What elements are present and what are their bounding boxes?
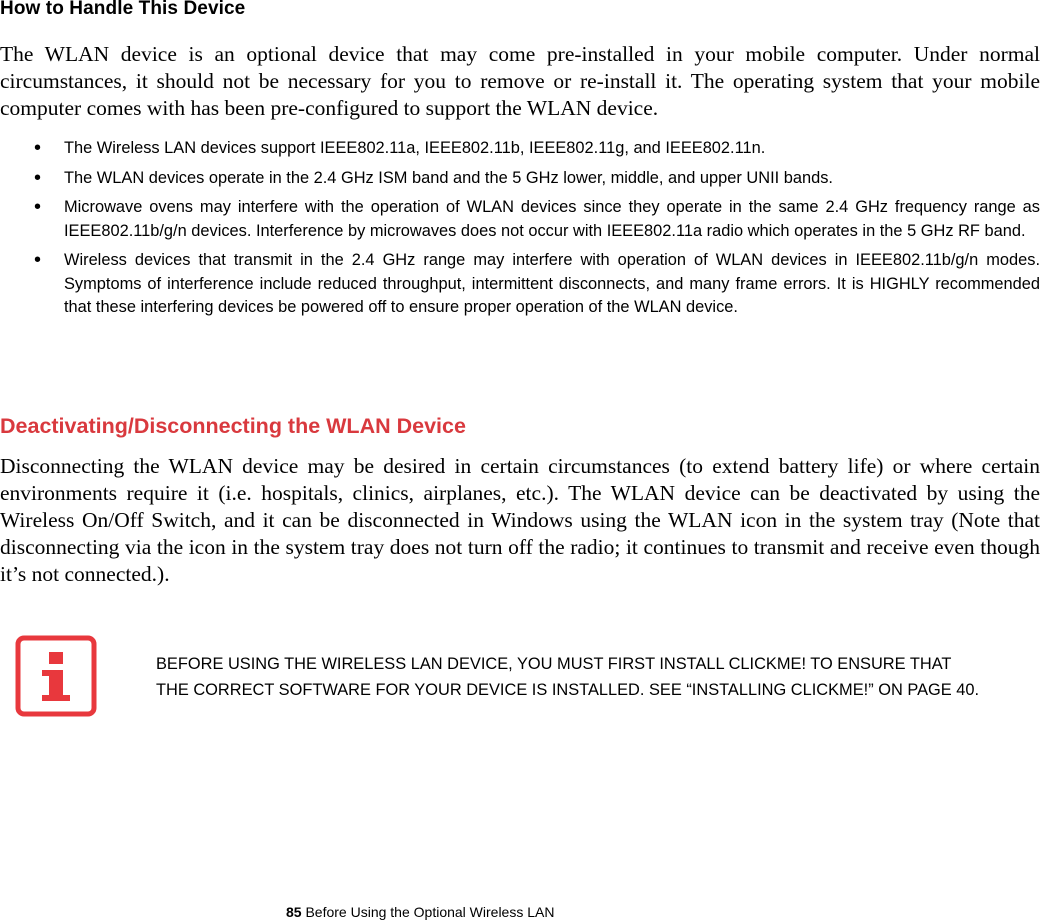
note-line-1: BEFORE USING THE WIRELESS LAN DEVICE, YOU MUST FIRST INSTALL CLICKME! TO ENSURE THAT xyxy=(156,655,952,673)
footer-title: Before Using the Optional Wireless LAN xyxy=(305,904,555,920)
bullet-list xyxy=(0,137,1040,326)
deactivate-heading: Deactivating/Disconnecting the WLAN Device xyxy=(0,414,466,438)
page-footer xyxy=(286,904,554,920)
bullet-text: The WLAN devices operate in the 2.4 GHz ISM band and the 5 GHz lower, middle, and upper UNII bands. xyxy=(64,168,833,187)
list-item xyxy=(0,196,1040,243)
list-item xyxy=(0,167,1040,191)
bullet-text: The Wireless LAN devices support IEEE802.11a, IEEE802.11b, IEEE802.11g, and IEEE802.11n. xyxy=(64,139,766,157)
install-note xyxy=(156,651,1040,703)
section-heading: How to Handle This Device xyxy=(0,0,246,19)
bullet-icon: • xyxy=(34,166,42,189)
note-line-2: THE CORRECT SOFTWARE FOR YOUR DEVICE IS INSTALLED. SEE “INSTALLING CLICKME!” ON PAGE 40. xyxy=(156,681,980,699)
bullet-icon: • xyxy=(34,249,42,271)
list-item xyxy=(0,137,1040,161)
list-item xyxy=(0,249,1040,320)
page-number: 85 xyxy=(286,904,302,920)
intro-paragraph: The WLAN device is an optional device that may come pre-installed in your mobile computer. Under normal circumstances, it should not be necessary for you to remove or re-install it. The operating system that your mobile computer comes with has been pre-configured to support the WLAN device. xyxy=(0,42,1040,120)
deactivate-paragraph: Disconnecting the WLAN device may be desired in certain circumstances (to extend battery life) or where certain environments require it (i.e. hospitals, clinics, airplanes, etc.). The WLAN device can be deactivated by using the Wireless On/Off Switch, and it can be disconnected in Windows using the WLAN icon in the system tray (Note that disconnecting via the icon in the system tray does not turn off the radio; it continues to transmit and receive even though it’s not connected.). xyxy=(0,454,1040,586)
bullet-text: Microwave ovens may interfere with the operation of WLAN devices since they operate in the same 2.4 GHz frequency range as IEEE802.11b/g/n devices. Interference by microwaves does not occur with IEEE802.11a radio which operates in the 5 GHz RF band. xyxy=(64,198,1040,240)
bullet-icon: • xyxy=(34,137,42,159)
bullet-icon: • xyxy=(34,196,42,218)
bullet-text: Wireless devices that transmit in the 2.4 GHz range may interfere with operation of WLAN devices in IEEE802.11b/g/n modes. Symptoms of interference include reduced throughput, intermittent disconnects, and many frame errors. It is HIGHLY recommended that these interfering devices be powered off to ensure proper operation of the WLAN device. xyxy=(64,251,1040,316)
info-icon xyxy=(15,635,97,717)
